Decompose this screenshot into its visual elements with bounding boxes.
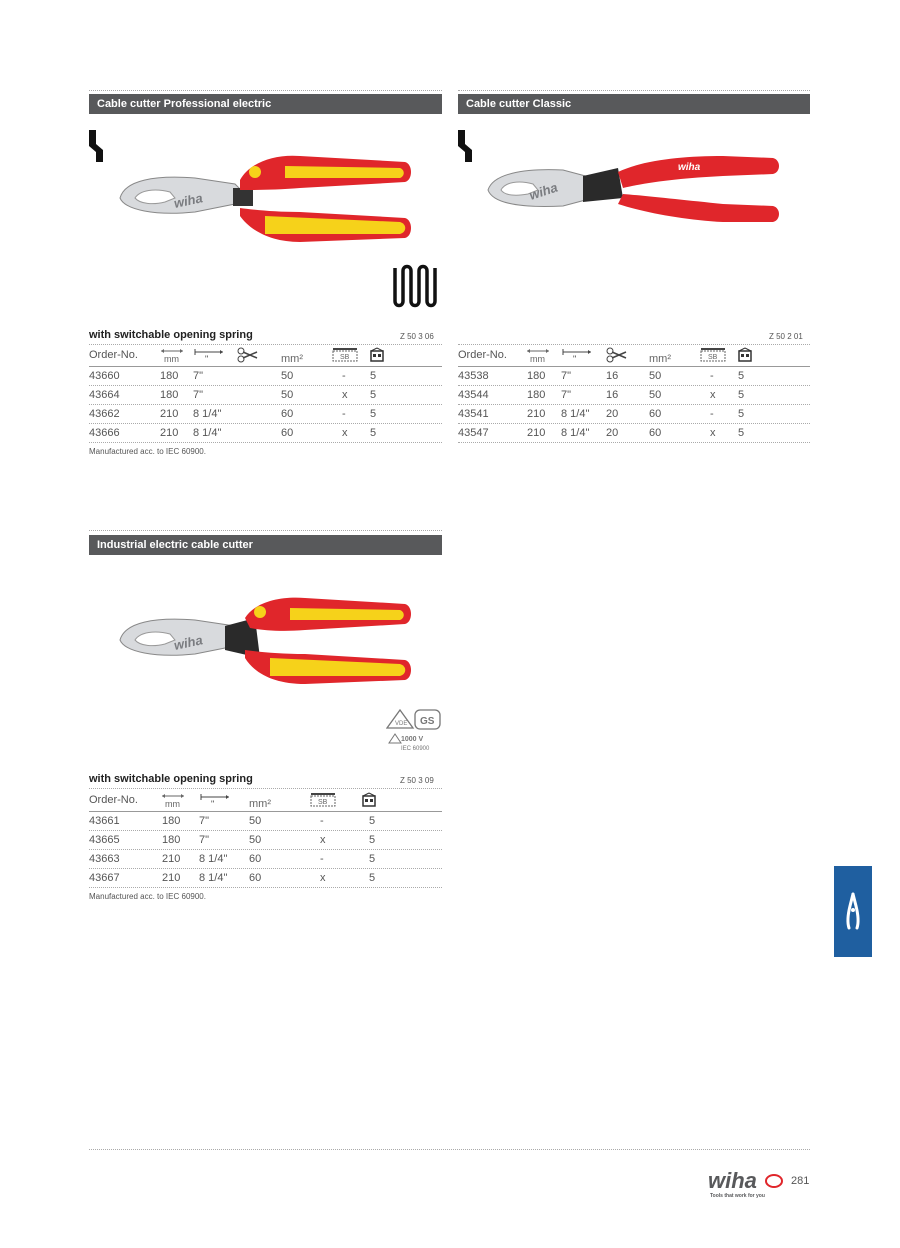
order-no-header: Order-No. xyxy=(458,349,507,361)
article-code: Z 50 3 06 xyxy=(400,332,434,341)
length-inch: 8 1/4" xyxy=(561,408,590,420)
sb-pack: - xyxy=(342,370,346,382)
sb-pack: x xyxy=(710,389,716,401)
cross-section: 50 xyxy=(281,389,294,401)
vde-mark-icon xyxy=(387,710,413,728)
iec-label: IEC 60900 xyxy=(401,746,430,752)
length-inch: 7" xyxy=(561,389,572,401)
pack-quantity-icon xyxy=(369,347,385,366)
length-mm: 180 xyxy=(160,389,179,401)
svg-text:": " xyxy=(205,354,209,364)
sb-pack: - xyxy=(320,853,324,865)
order-no: 43664 xyxy=(89,389,120,401)
svg-text:VDE: VDE xyxy=(395,721,408,727)
pack-quantity-icon xyxy=(737,347,753,366)
svg-text:Tools that work for you: Tools that work for you xyxy=(710,1193,765,1199)
table-row xyxy=(458,367,810,386)
cross-section: 60 xyxy=(281,408,294,420)
pack-qty: 5 xyxy=(370,408,377,420)
order-no: 43541 xyxy=(458,408,489,420)
cross-section-mm2-icon xyxy=(281,347,307,368)
order-no: 43665 xyxy=(89,834,120,846)
order-no: 43667 xyxy=(89,872,120,884)
table-row xyxy=(89,386,442,405)
cross-section: 60 xyxy=(649,427,662,439)
svg-text:SB: SB xyxy=(340,354,350,361)
svg-text:": " xyxy=(211,799,215,809)
sb-pack: - xyxy=(710,408,714,420)
cross-section: 50 xyxy=(281,370,294,382)
pack-qty: 5 xyxy=(370,389,377,401)
certification-marks xyxy=(386,708,442,754)
length-mm: 180 xyxy=(160,370,179,382)
pack-qty: 5 xyxy=(738,370,745,382)
length-mm: 210 xyxy=(160,427,179,439)
divider xyxy=(458,344,810,345)
pack-qty: 5 xyxy=(738,427,745,439)
cross-section: 60 xyxy=(249,853,262,865)
order-no: 43663 xyxy=(89,853,120,865)
length-mm: 210 xyxy=(160,408,179,420)
length-inch-icon xyxy=(199,792,231,813)
sb-pack: - xyxy=(710,370,714,382)
svg-text:wiha: wiha xyxy=(172,190,204,211)
length-mm: 210 xyxy=(527,427,546,439)
cross-section: 50 xyxy=(649,389,662,401)
table-row xyxy=(458,405,810,424)
length-mm: 210 xyxy=(162,853,181,865)
cross-section-mm2-icon xyxy=(649,347,675,368)
table-row xyxy=(89,831,442,850)
corner-marker-icon xyxy=(89,130,103,162)
sb-pack: x xyxy=(710,427,716,439)
order-no: 43666 xyxy=(89,427,120,439)
voltage-label: 1000 V xyxy=(401,736,424,743)
length-mm: 180 xyxy=(527,370,546,382)
divider xyxy=(89,344,442,345)
divider xyxy=(89,530,442,531)
sb-pack: x xyxy=(342,389,348,401)
article-code: Z 50 3 09 xyxy=(400,776,434,785)
table-row xyxy=(458,424,810,443)
plier-image-classic xyxy=(483,148,783,233)
plier-image-industrial xyxy=(115,592,415,687)
svg-text:": " xyxy=(573,354,577,364)
length-inch-icon xyxy=(561,347,593,368)
sb-packaging-icon xyxy=(310,792,336,811)
order-no: 43544 xyxy=(458,389,489,401)
article-code: Z 50 2 01 xyxy=(769,332,803,341)
length-mm: 210 xyxy=(527,408,546,420)
corner-marker-icon xyxy=(458,130,472,162)
svg-text:mm: mm xyxy=(530,354,545,364)
table-row xyxy=(458,386,810,405)
cross-section: 50 xyxy=(649,370,662,382)
length-inch: 8 1/4" xyxy=(193,427,222,439)
svg-text:mm: mm xyxy=(164,354,179,364)
table-row xyxy=(89,869,442,888)
length-mm: 210 xyxy=(162,872,181,884)
order-no: 43662 xyxy=(89,408,120,420)
order-no: 43661 xyxy=(89,815,120,827)
table-header xyxy=(89,791,442,812)
length-inch: 8 1/4" xyxy=(199,872,228,884)
order-no-header: Order-No. xyxy=(89,349,138,361)
sb-pack: - xyxy=(342,408,346,420)
pack-qty: 5 xyxy=(738,389,745,401)
sb-pack: x xyxy=(320,872,326,884)
length-inch: 8 1/4" xyxy=(193,408,222,420)
sb-pack: x xyxy=(342,427,348,439)
section-title-classic: Cable cutter Classic xyxy=(458,94,810,114)
divider xyxy=(458,90,810,91)
order-no: 43538 xyxy=(458,370,489,382)
svg-text:mm²: mm² xyxy=(281,353,303,365)
svg-text:wiha: wiha xyxy=(708,1168,757,1193)
spring-icon xyxy=(392,263,442,308)
subtitle-switchable-spring: with switchable opening spring xyxy=(89,329,253,341)
cutting-capacity: 16 xyxy=(606,389,619,401)
order-no-header: Order-No. xyxy=(89,794,138,806)
pack-qty: 5 xyxy=(370,370,377,382)
svg-text:mm: mm xyxy=(165,799,180,809)
cross-section: 60 xyxy=(649,408,662,420)
pliers-icon xyxy=(834,866,872,957)
svg-text:SB: SB xyxy=(708,354,718,361)
table-row xyxy=(89,812,442,831)
cross-section: 50 xyxy=(249,834,262,846)
length-inch: 7" xyxy=(561,370,572,382)
pack-qty: 5 xyxy=(369,872,376,884)
sb-packaging-icon xyxy=(700,347,726,366)
sb-pack: - xyxy=(320,815,324,827)
product-table-classic xyxy=(458,346,810,443)
table-row xyxy=(89,850,442,869)
length-mm-icon xyxy=(160,792,186,813)
table-row xyxy=(89,405,442,424)
cross-section: 60 xyxy=(281,427,294,439)
cross-section: 60 xyxy=(249,872,262,884)
length-mm: 180 xyxy=(527,389,546,401)
svg-text:wiha: wiha xyxy=(527,179,560,203)
cutting-capacity: 20 xyxy=(606,427,619,439)
product-table-industrial xyxy=(89,791,442,888)
length-mm: 180 xyxy=(162,815,181,827)
table-header xyxy=(458,346,810,367)
table-row xyxy=(89,424,442,443)
svg-text:mm²: mm² xyxy=(649,353,671,365)
cross-section-mm2-icon xyxy=(249,792,275,813)
gs-mark-icon xyxy=(415,710,440,729)
pack-qty: 5 xyxy=(369,834,376,846)
sb-packaging-icon xyxy=(332,347,358,366)
length-mm-icon xyxy=(159,347,185,368)
page-number: 281 xyxy=(791,1175,810,1187)
cross-section: 50 xyxy=(249,815,262,827)
pack-qty: 5 xyxy=(370,427,377,439)
product-table-professional xyxy=(89,346,442,443)
length-inch: 7" xyxy=(199,834,210,846)
cutting-capacity: 20 xyxy=(606,408,619,420)
pack-qty: 5 xyxy=(369,853,376,865)
plier-image-professional xyxy=(115,150,415,245)
length-mm: 180 xyxy=(162,834,181,846)
length-inch: 8 1/4" xyxy=(199,853,228,865)
length-inch: 7" xyxy=(193,370,204,382)
wiha-logo xyxy=(708,1168,784,1200)
length-inch: 7" xyxy=(199,815,210,827)
sb-pack: x xyxy=(320,834,326,846)
order-no: 43547 xyxy=(458,427,489,439)
subtitle-switchable-spring: with switchable opening spring xyxy=(89,773,253,785)
section-title-professional-electric: Cable cutter Professional electric xyxy=(89,94,442,114)
divider xyxy=(89,90,442,91)
svg-text:SB: SB xyxy=(318,799,328,806)
length-mm-icon xyxy=(525,347,551,368)
chapter-tab-pliers[interactable] xyxy=(834,866,872,957)
cutting-capacity-icon xyxy=(237,347,259,366)
cutting-capacity: 16 xyxy=(606,370,619,382)
table-row xyxy=(89,367,442,386)
order-no: 43660 xyxy=(89,370,120,382)
iec-note: Manufactured acc. to IEC 60900. xyxy=(89,447,206,456)
table-header xyxy=(89,346,442,367)
svg-text:wiha: wiha xyxy=(678,162,701,173)
length-inch-icon xyxy=(193,347,225,368)
length-inch: 8 1/4" xyxy=(561,427,590,439)
cutting-capacity-icon xyxy=(606,347,628,366)
divider xyxy=(89,788,442,789)
svg-text:GS: GS xyxy=(420,716,435,727)
svg-text:wiha: wiha xyxy=(172,632,204,653)
pack-qty: 5 xyxy=(738,408,745,420)
svg-text:mm²: mm² xyxy=(249,798,271,810)
pack-qty: 5 xyxy=(369,815,376,827)
length-inch: 7" xyxy=(193,389,204,401)
section-title-industrial: Industrial electric cable cutter xyxy=(89,535,442,555)
pack-quantity-icon xyxy=(361,792,377,811)
iec-note: Manufactured acc. to IEC 60900. xyxy=(89,892,206,901)
footer-divider xyxy=(89,1149,810,1150)
